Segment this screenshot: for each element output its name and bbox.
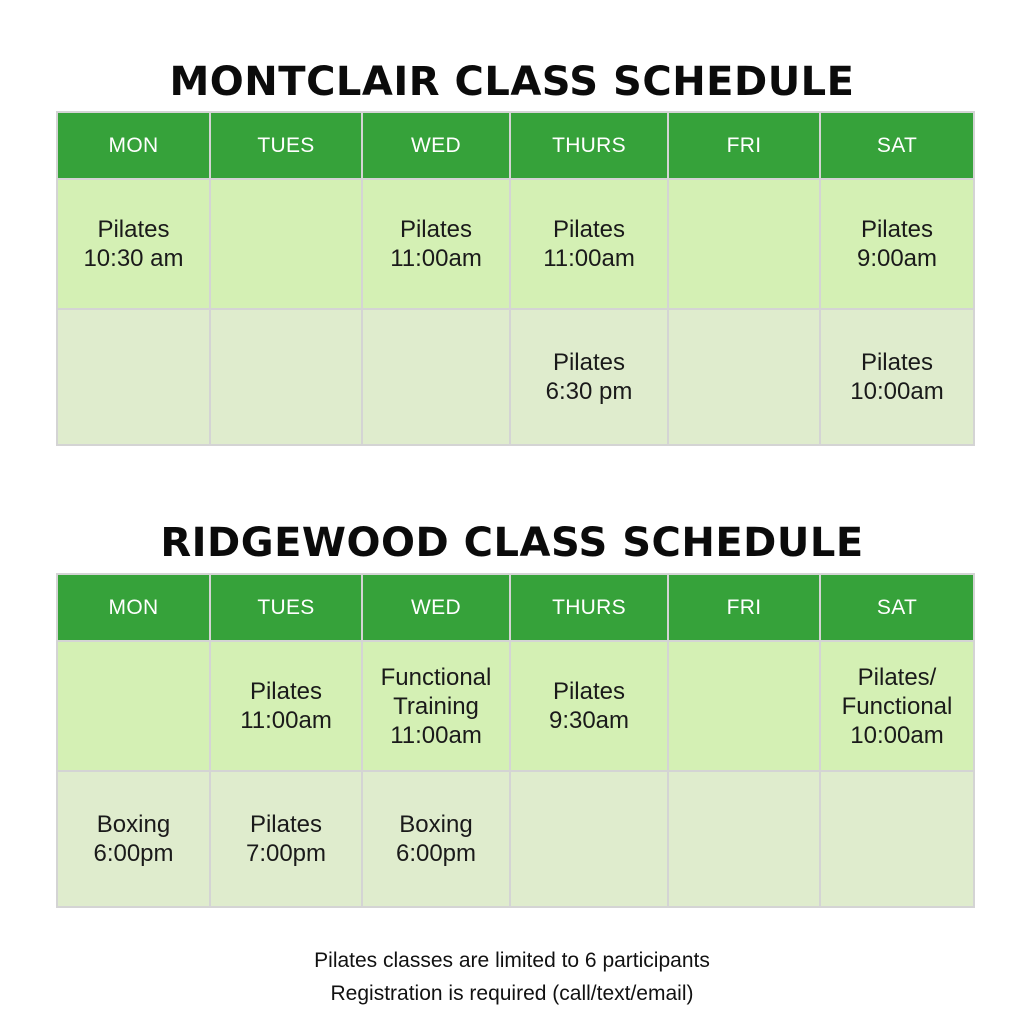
montclair-row-2 bbox=[57, 309, 974, 445]
class-cell-line: 7:00pm bbox=[245, 840, 327, 867]
ridgewood-schedule-title: RIDGEWOOD CLASS SCHEDULE bbox=[160, 520, 864, 566]
class-cell-line: 10:00am bbox=[850, 721, 944, 749]
class-cell-line: 11:00am bbox=[543, 245, 635, 272]
class-cell bbox=[668, 771, 820, 907]
class-cell-line: 11:00am bbox=[390, 721, 482, 749]
class-cell bbox=[668, 641, 820, 771]
class-cell bbox=[820, 771, 974, 907]
class-cell-line: 6:00pm bbox=[395, 840, 477, 867]
class-cell bbox=[510, 179, 668, 309]
day-header-wed: WED bbox=[362, 112, 510, 179]
class-cell-line: 11:00am bbox=[390, 245, 482, 272]
ridgewood-schedule-table bbox=[56, 573, 975, 908]
class-cell bbox=[210, 309, 362, 445]
class-cell-line: Boxing bbox=[399, 811, 473, 838]
registration-note: Registration is required (call/text/email) bbox=[330, 982, 694, 1005]
day-header-tues: TUES bbox=[210, 112, 362, 179]
class-cell-line: Pilates bbox=[552, 216, 626, 243]
class-cell bbox=[362, 309, 510, 445]
class-cell-line: Functional bbox=[380, 663, 492, 691]
day-header-tues: TUES bbox=[210, 574, 362, 641]
class-cell bbox=[57, 179, 210, 309]
class-cell-line: 11:00am bbox=[240, 707, 332, 734]
montclair-schedule-title: MONTCLAIR CLASS SCHEDULE bbox=[169, 59, 855, 105]
class-cell-line: Pilates bbox=[399, 216, 473, 243]
class-cell bbox=[510, 641, 668, 771]
class-cell-line: Pilates bbox=[97, 216, 170, 243]
class-cell bbox=[57, 771, 210, 907]
day-header-mon: MON bbox=[57, 112, 210, 179]
class-cell bbox=[210, 771, 362, 907]
class-cell-line: Pilates bbox=[860, 216, 934, 243]
class-cell-line: 10:30 am bbox=[83, 245, 184, 272]
class-cell-line: Boxing bbox=[96, 811, 171, 838]
day-header-fri: FRI bbox=[668, 574, 820, 641]
montclair-schedule-table bbox=[56, 111, 975, 446]
class-cell bbox=[668, 179, 820, 309]
class-cell bbox=[820, 641, 974, 771]
class-cell bbox=[57, 641, 210, 771]
day-header-thurs: THURS bbox=[510, 574, 668, 641]
class-cell bbox=[362, 179, 510, 309]
day-header-wed: WED bbox=[362, 574, 510, 641]
class-cell bbox=[362, 771, 510, 907]
day-header-mon: MON bbox=[57, 574, 210, 641]
class-cell-line: 6:30 pm bbox=[545, 378, 633, 405]
class-cell bbox=[362, 641, 510, 771]
class-cell bbox=[210, 179, 362, 309]
class-cell bbox=[668, 309, 820, 445]
class-cell-line: 9:30am bbox=[548, 707, 630, 734]
ridgewood-row-1 bbox=[57, 641, 974, 771]
ridgewood-header-row bbox=[57, 574, 974, 641]
day-header-fri: FRI bbox=[668, 112, 820, 179]
class-cell-line: Pilates bbox=[552, 678, 626, 705]
class-cell bbox=[210, 641, 362, 771]
class-cell-line: Training bbox=[393, 692, 479, 720]
class-cell-line: 9:00am bbox=[856, 245, 938, 272]
montclair-row-1 bbox=[57, 179, 974, 309]
class-cell-line: Pilates bbox=[860, 349, 934, 376]
class-cell-line: Pilates/ bbox=[857, 663, 937, 691]
class-cell bbox=[820, 309, 974, 445]
class-cell-line: 10:00am bbox=[850, 378, 944, 405]
ridgewood-row-2 bbox=[57, 771, 974, 907]
class-cell-line: Functional bbox=[841, 692, 953, 720]
class-cell bbox=[57, 309, 210, 445]
montclair-header-row bbox=[57, 112, 974, 179]
day-header-sat: SAT bbox=[820, 574, 974, 641]
class-cell bbox=[820, 179, 974, 309]
day-header-sat: SAT bbox=[820, 112, 974, 179]
class-cell-line: Pilates bbox=[552, 349, 626, 376]
class-cell bbox=[510, 771, 668, 907]
class-cell bbox=[510, 309, 668, 445]
class-cell-line: Pilates bbox=[249, 811, 323, 838]
day-header-thurs: THURS bbox=[510, 112, 668, 179]
class-cell-line: 6:00pm bbox=[93, 840, 174, 867]
participant-limit-note: Pilates classes are limited to 6 participants bbox=[314, 949, 710, 972]
class-cell-line: Pilates bbox=[249, 678, 323, 705]
